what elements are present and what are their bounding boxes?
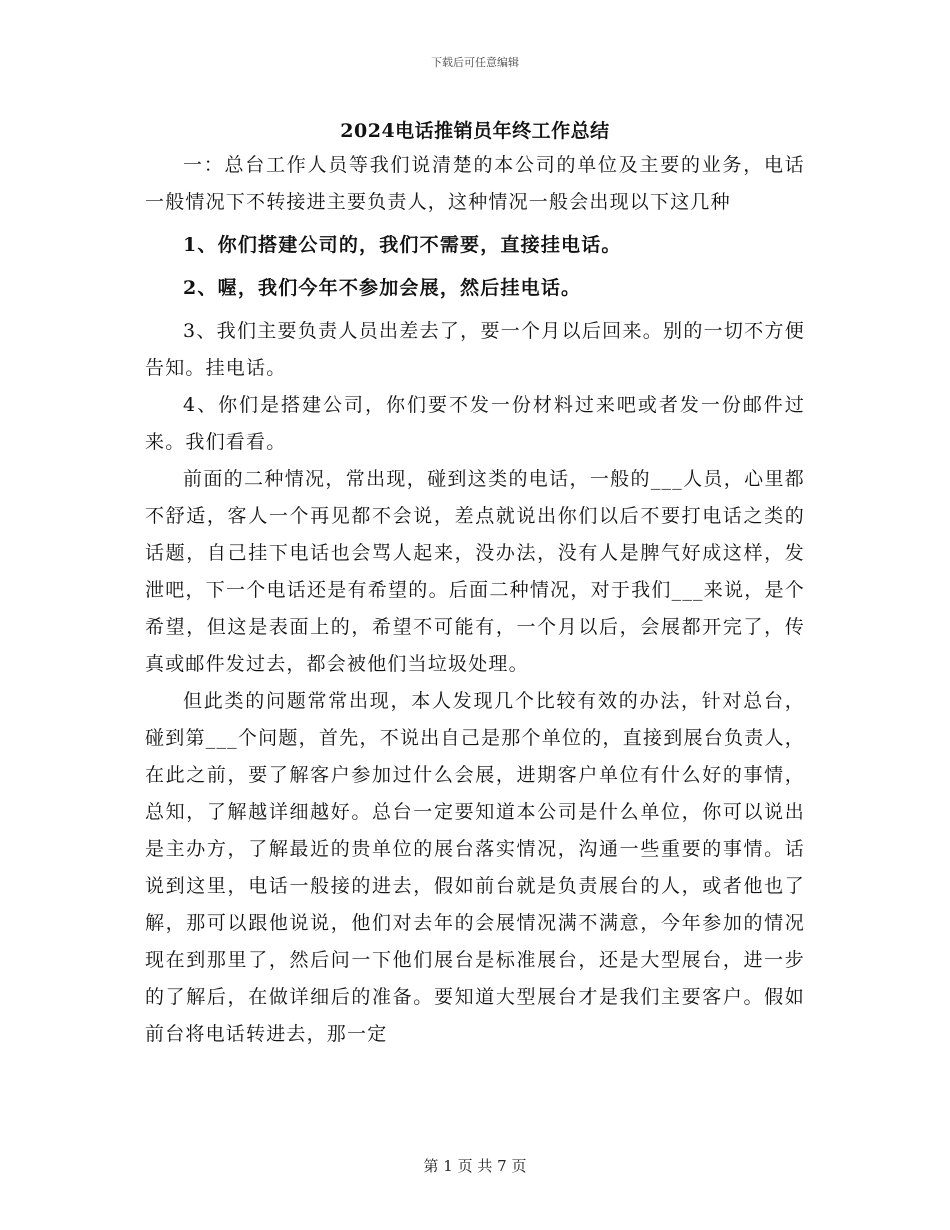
paragraph-intro: 一：总台工作人员等我们说清楚的本公司的单位及主要的业务，电话一般情况下不转接进主要负责人，这种情况一般会出现以下这几种 xyxy=(145,154,805,213)
document-title: 2024电话推销员年终工作总结 xyxy=(340,120,610,142)
document-body xyxy=(145,147,805,1053)
list-item-4: 4、你们是搭建公司，你们要不发一份材料过来吧或者发一份邮件过来。我们看看。 xyxy=(145,394,805,453)
page-number: 第 1 页 共 7 页 xyxy=(423,1157,527,1175)
paragraph-analysis: 前面的二种情况，常出现，碰到这类的电话，一般的___人员，心里都不舒适，客人一个再见都不会说，差点就说出你们以后不要打电话之类的话题，自己挂下电话也会骂人起来，没办法，没有人是脾气好成这样，发泄吧，下一个电话还是有希望的。后面二种情况，对于我们___来说，是个希望，但这是表面上的，希望不可能有，一个月以后，会展都开完了，传真或邮件发过去，都会被他们当垃圾处理。 xyxy=(145,468,805,675)
list-item-1: 1、你们搭建公司的，我们不需要，直接挂电话。 xyxy=(183,234,622,256)
header-note: 下载后可任意编辑 xyxy=(431,56,519,69)
list-item-3: 3、我们主要负责人员出差去了，要一个月以后回来。别的一切不方便告知。挂电话。 xyxy=(145,320,805,379)
list-item-2: 2、喔，我们今年不参加会展，然后挂电话。 xyxy=(183,277,582,299)
paragraph-methods: 但此类的问题常常出现，本人发现几个比较有效的办法，针对总台，碰到第___个问题，首先，不说出自己是那个单位的，直接到展台负责人，在此之前，要了解客户参加过什么会展，进期客户单位有什么好的事情，总知，了解越详细越好。总台一定要知道本公司是什么单位，你可以说出是主办方，了解最近的贵单位的展台落实情况，沟通一些重要的事情。话说到这里，电话一般接的进去，假如前台就是负责展台的人，或者他也了解，那可以跟他说说，他们对去年的会展情况满不满意，今年参加的情况现在到那里了，然后问一下他们展台是标准展台，还是大型展台，进一步的了解后，在做详细后的准备。要知道大型展台才是我们主要客户。假如前台将电话转进去，那一定 xyxy=(145,690,805,1045)
